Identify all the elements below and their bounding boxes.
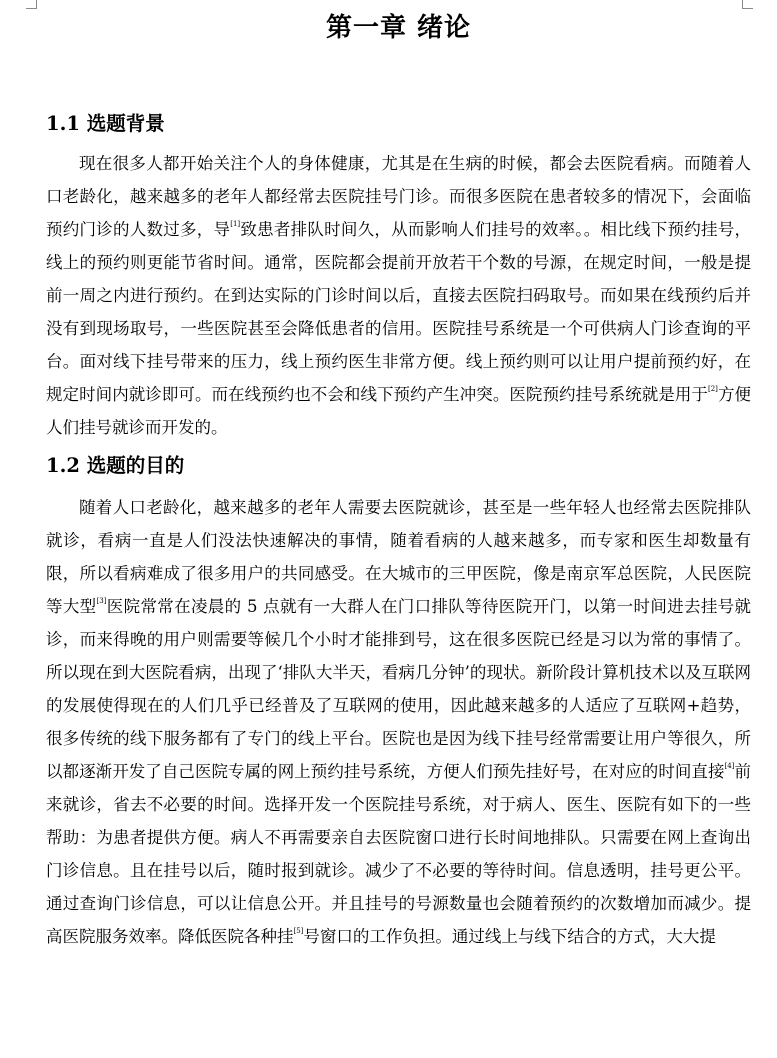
section-title-purpose: 1.2 选题的目的 [46, 454, 185, 477]
text-segment: 现在很多人都开始关注个人的身体健康，尤其是在生病的时候，都会去医院看病。而随着人口老龄化，越来越多的老年人都经常去医院挂号门诊。而很多医院在患者较多的情况下，会面临预约门诊的人数过多，导 [46, 154, 751, 239]
page-corner-mark-left [26, 0, 37, 9]
citation-ref: [2] [707, 385, 718, 393]
citation-ref: [1] [230, 220, 241, 228]
section-title-background: 1.1 选题背景 [46, 112, 165, 135]
text-segment: 号窗口的工作负担。通过线上与线下结合的方式，大大提 [303, 927, 716, 946]
text-segment: 前来就诊，省去不必要的时间。选择开发一个医院挂号系统，对于病人、医生、医院有如下的一些帮助：为患者提供方便。病人不再需要亲自去医院窗口进行长时间地排队。只需要在网上查询出门诊信息。且在挂号以后，随时报到就诊。减少了不必要的等待时间。信息透明，挂号更公平。通过查询门诊信息，可以让信息公开。并且挂号的号源数量也会随着预约的次数增加而减少。提高医院服务效率。降低医院各种挂 [46, 762, 752, 946]
citation-ref: [5] [293, 927, 304, 935]
text-segment: 致患者排队时间久，从而影响人们挂号的效率。。相比线下预约挂号，线上的预约则更能节省时间。通常，医院都会提前开放若干个数的号源，在规定时间，一般是提前一周之内进行预约。在到达实际的门诊时间以后，直接去医院扫码取号。而如果在线预约后并没有到现场取号，一些医院甚至会降低患者的信用。医院挂号系统是一个可供病人门诊查询的平台。面对线下挂号带来的压力，线上预约医生非常方便。线上预约则可以让用户提前预约好，在规定时间内就诊即可。而在线预约也不会和线下预约产生冲突。医院预约挂号系统就是用于 [46, 220, 752, 404]
text-segment: 随着人口老龄化，越来越多的老年人需要去医院就诊，甚至是一些年轻人也经常去医院排队就诊，看病一直是人们没法快速解决的事情，随着看病的人越来越多，而专家和医生却数量有限，所以看病难成了很多用户的共同感受。在大城市的三甲医院，像是南京军总医院，人民医院等大型 [46, 498, 751, 616]
text-segment: 医院常常在凌晨的 5 点就有一大群人在门口排队等待医院开门，以第一时间进去挂号就诊，而来得晚的用户则需要等候几个小时才能排到号，这在很多医院已经是习以为常的事情了。所以现在到大医院看病，出现了‘排队大半天，看病几分钟’的现状。新阶段计算机技术以及互联网的发展使得现在的人们几乎已经普及了互联网的使用，因此越来越多的人适应了互联网+趋势，很多传统的线下服务都有了专门的线上平台。医院也是因为线下挂号经常需要让用户等很久，所以都逐渐开发了自己医院专属的网上预约挂号系统，方便人们预先挂好号，在对应的时间直接 [46, 597, 751, 781]
citation-ref: [4] [724, 762, 735, 770]
document-page [46, 0, 751, 953]
citation-ref: [3] [96, 597, 107, 605]
chapter-title: 第一章 绪论 [325, 13, 472, 43]
text-segment: 方便人们挂号就诊而开发的。 [46, 385, 752, 437]
paragraph-purpose [46, 491, 751, 953]
paragraph-background [46, 147, 751, 444]
